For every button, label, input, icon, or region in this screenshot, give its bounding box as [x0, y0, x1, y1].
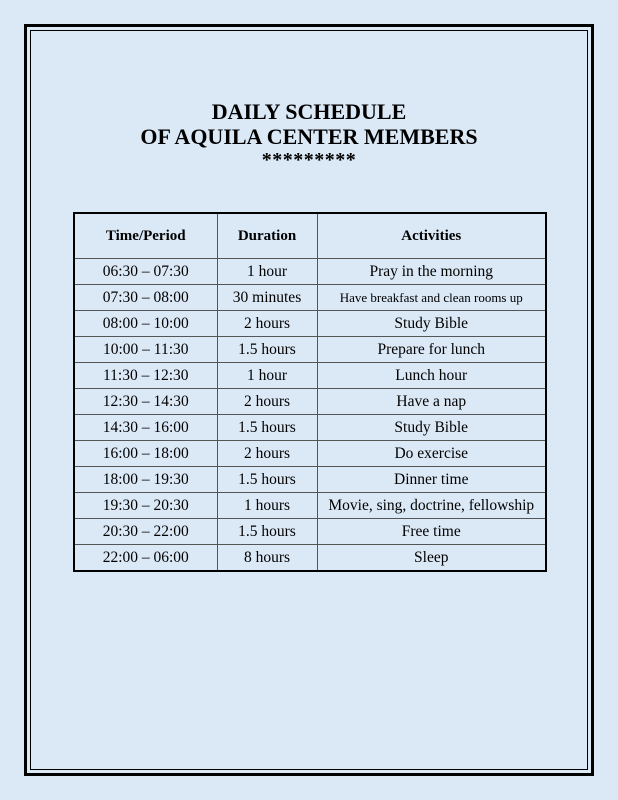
cell-time: 06:30 – 07:30 — [74, 259, 217, 285]
cell-time: 10:00 – 11:30 — [74, 337, 217, 363]
title-line-2: OF AQUILA CENTER MEMBERS — [140, 124, 478, 149]
table-row — [74, 259, 546, 285]
cell-time: 12:30 – 14:30 — [74, 389, 217, 415]
cell-duration: 2 hours — [217, 441, 317, 467]
cell-duration: 1.5 hours — [217, 467, 317, 493]
cell-activity: Sleep — [317, 545, 546, 572]
table-row — [74, 519, 546, 545]
cell-activity: Prepare for lunch — [317, 337, 546, 363]
cell-duration: 2 hours — [217, 311, 317, 337]
table-row — [74, 389, 546, 415]
cell-time: 19:30 – 20:30 — [74, 493, 217, 519]
cell-duration: 1.5 hours — [217, 337, 317, 363]
cell-duration: 1 hour — [217, 363, 317, 389]
title-line-1: DAILY SCHEDULE — [211, 99, 407, 124]
table-row — [74, 545, 546, 572]
cell-activity: Have breakfast and clean rooms up — [317, 285, 546, 311]
header-activities: Activities — [317, 213, 546, 259]
cell-activity: Free time — [317, 519, 546, 545]
cell-activity: Lunch hour — [317, 363, 546, 389]
header-time-period: Time/Period — [74, 213, 217, 259]
table-row — [74, 285, 546, 311]
table-row — [74, 337, 546, 363]
cell-duration: 1.5 hours — [217, 519, 317, 545]
cell-activity: Dinner time — [317, 467, 546, 493]
table-row — [74, 441, 546, 467]
page-title — [0, 99, 618, 149]
table-row — [74, 493, 546, 519]
cell-duration: 30 minutes — [217, 285, 317, 311]
cell-activity: Movie, sing, doctrine, fellowship — [317, 493, 546, 519]
cell-time: 20:30 – 22:00 — [74, 519, 217, 545]
table-row — [74, 363, 546, 389]
cell-duration: 1 hour — [217, 259, 317, 285]
cell-duration: 1.5 hours — [217, 415, 317, 441]
cell-activity: Do exercise — [317, 441, 546, 467]
table-row — [74, 467, 546, 493]
cell-time: 07:30 – 08:00 — [74, 285, 217, 311]
cell-activity: Pray in the morning — [317, 259, 546, 285]
cell-time: 22:00 – 06:00 — [74, 545, 217, 572]
table-header-row — [74, 213, 546, 259]
cell-time: 11:30 – 12:30 — [74, 363, 217, 389]
cell-duration: 1 hours — [217, 493, 317, 519]
cell-activity: Have a nap — [317, 389, 546, 415]
header-duration: Duration — [217, 213, 317, 259]
cell-duration: 2 hours — [217, 389, 317, 415]
table-row — [74, 415, 546, 441]
cell-time: 18:00 – 19:30 — [74, 467, 217, 493]
cell-time: 08:00 – 10:00 — [74, 311, 217, 337]
table-row — [74, 311, 546, 337]
title-stars: ********* — [261, 149, 357, 171]
cell-duration: 8 hours — [217, 545, 317, 572]
cell-activity: Study Bible — [317, 415, 546, 441]
cell-activity: Study Bible — [317, 311, 546, 337]
cell-time: 14:30 – 16:00 — [74, 415, 217, 441]
cell-time: 16:00 – 18:00 — [74, 441, 217, 467]
schedule-table — [73, 212, 547, 572]
